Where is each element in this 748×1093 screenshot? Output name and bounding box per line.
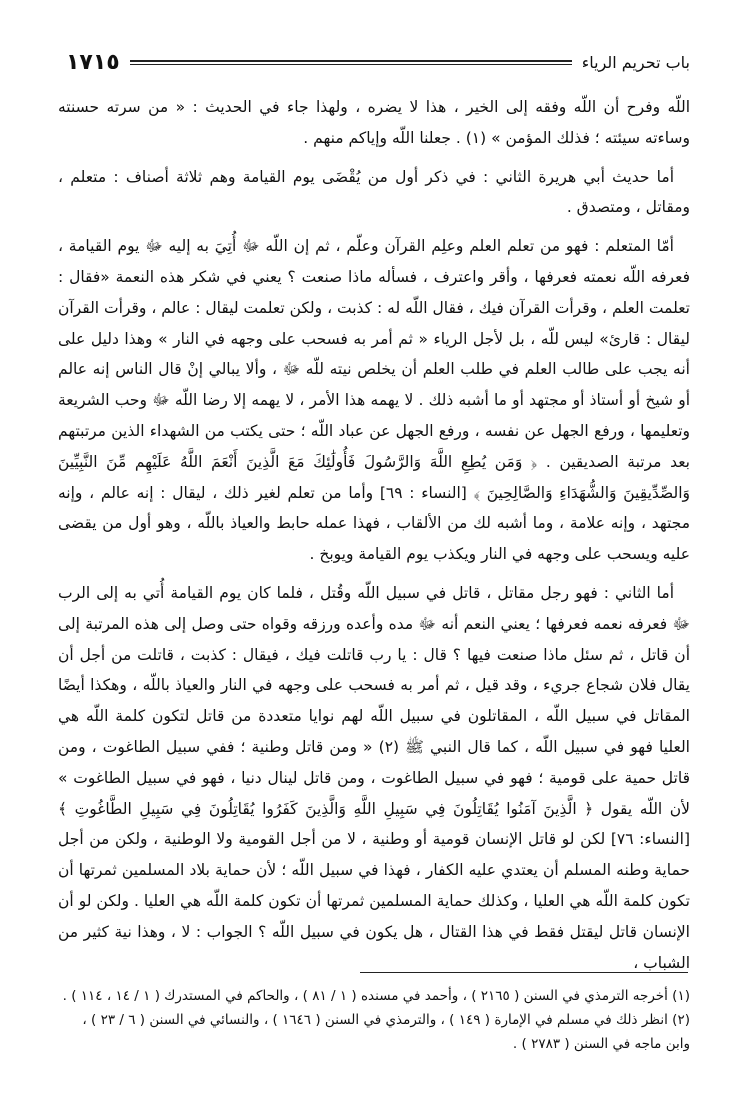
paragraph: أما الثاني : فهو رجل مقاتل ، قاتل في سبيل اللّه وقُتل ، فلما كان يوم القيامة أُتي به إلى الرب ﷻ فعرفه نعمه فعرفها ؛ يعني النعم أنه ﷻ مده وأعده ورزقه وقواه حتى وصل إلى هذه المرتبة إلى أن قاتل ، ثم سئل ماذا صنعت فيها ؟ قال : يا رب قاتلت فيك ، فيقال : كذبت ، قاتلت من أجل أن يقال فلان شجاع جريء ، وقد قيل ، ثم أمر به فسحب على وجهه في النار والعياذ باللّه ، وهكذا أيضًا المقاتل في سبيل اللّه ، المقاتلون في سبيل اللّه لهم نوايا متعددة من قاتل لتكون كلمة اللّه هي العليا فهو في سبيل اللّه ، كما قال النبي ﷺ (٢) « ومن قاتل وطنية ؛ ففي سبيل الطاغوت ، ومن قاتل حمية على قومية ؛ فهو في سبيل الطاغوت ، ومن قاتل لينال دنيا ، فهو في سبيل الطاغوت » لأن اللّه يقول ﴿ الَّذِينَ آمَنُوا يُقَاتِلُونَ فِي سَبِيلِ اللَّهِ وَالَّذِينَ كَفَرُوا يُقَاتِلُونَ فِي سَبِيلِ الطَّاغُوتِ ﴾ [النساء: ٧٦] لكن لو قاتل الإنسان قومية أو وطنية ، لا من أجل القومية ولا الوطنية ، ولكن من أجل حماية وطنه المسلم أن يعتدي عليه الكفار ، فهذا في سبيل اللّه ؛ لأن حماية بلاد المسلمين ثمرتها أن تكون كلمة اللّه هي العليا ، وكذلك حماية المسلمين ثمرتها أن تكون كلمة اللّه هي العليا . ولكن لو أن الإنسان قاتل ليقتل فقط في هذا القتال ، هل يكون في سبيل اللّه ؟ الجواب : لا ، وهذا نية كثير من الشباب ، bbox=[58, 583, 690, 972]
chapter-title: باب تحريم الرياء bbox=[581, 52, 690, 72]
page-number: ١٧١٥ bbox=[66, 49, 120, 75]
paragraph: اللّه وفرح أن اللّه وفقه إلى الخير ، هذا لا يضره ، ولهذا جاء في الحديث : « من سرته حسنته وساءته سيئته ؛ فذلك المؤمن » (١) . جعلنا اللّه وإياكم منهم . bbox=[58, 98, 690, 147]
header-rule bbox=[130, 60, 572, 65]
running-header bbox=[66, 44, 690, 80]
footnote: (٢) انظر ذلك في مسلم في الإمارة ( ١٤٩ ) ، والترمذي في السنن ( ١٦٤٦ ) ، والنسائي في السنن ( ٦ / ٢٣ ) ، وابن ماجه في السنن ( ٢٧٨٣ ) . bbox=[82, 1012, 690, 1052]
footnote-divider bbox=[360, 972, 688, 973]
footnotes bbox=[58, 984, 690, 1056]
paragraph: أما حديث أبي هريرة الثاني : في ذكر أول من يُقْضَى يوم القيامة وهم ثلاثة أصناف : متعلم ، ومقاتل ، ومتصدق . bbox=[58, 167, 690, 217]
paragraph: أمّا المتعلم : فهو من تعلم العلم وعلِم القرآن وعلّم ، ثم إن اللّه ﷻ أُتِيَ به إليه ﷻ يوم القيامة ، فعرفه اللّه نعمته فعرفها ، وأقر واعترف ، فسأله ماذا صنعت ؟ يعني في شكر هذه النعمة «فقال : تعلمت العلم ، وقرأت القرآن فيك ، فقال اللّه له : كذبت ، ولكن تعلمت ليقال : عالم ، وقرأت القرآن ليقال : قارئ» ليس للّه ، بل لأجل الرياء « ثم أمر به فسحب على وجهه في النار » وهذا دليل على أنه يجب على طالب العلم في طلب العلم أن يخلص نيته للّه ﷻ ، وألا يبالي إنْ قال الناس إنه عالم أو شيخ أو أستاذ أو مجتهد أو ما أشبه ذلك . لا يهمه هذا الأمر ، لا يهمه إلا رضا اللّه ﷻ وحب الشريعة وتعليمها ، ورفع الجهل عن نفسه ، ورفع الجهل عن عباد اللّه ؛ حتى يكتب من الشهداء الذين مرتبتهم بعد مرتبة الصديقين . ﴿ وَمَن يُطِعِ اللَّهَ وَالرَّسُولَ فَأُولَٰئِكَ مَعَ الَّذِينَ أَنْعَمَ اللَّهُ عَلَيْهِم مِّنَ النَّبِيِّينَ وَالصِّدِّيقِينَ وَالشُّهَدَاءِ وَالصَّالِحِينَ ﴾ [النساء : ٦٩] وأما من تعلم لغير ذلك ، ليقال : إنه عالم ، وإنه مجتهد ، وإنه علامة ، وما أشبه لك من الألقاب ، فهذا عمله حابط والعياذ باللّه ، وهو أول من يقضى عليه ويسحب على وجهه في النار ويكذب يوم القيامة ويوبخ . bbox=[58, 237, 690, 564]
footnote: (١) أخرجه الترمذي في السنن ( ٢١٦٥ ) ، وأحمد في مسنده ( ١ / ٨١ ) ، والحاكم في المستدرك ( ١ / ١٤ ، ١١٤ ) . bbox=[62, 988, 690, 1004]
main-text bbox=[58, 92, 690, 986]
